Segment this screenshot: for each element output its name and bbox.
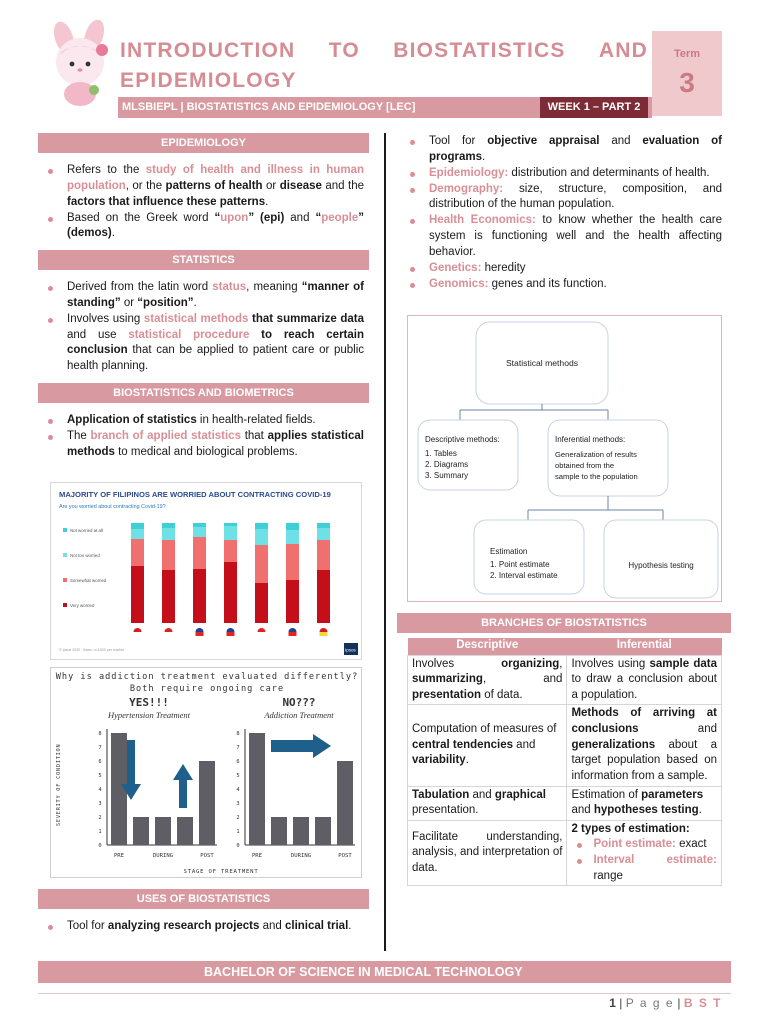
connector [528,496,663,520]
covid-bar-segment [224,562,237,623]
x-axis-label: STAGE OF TREATMENT [183,869,259,875]
covid-bar-segment [286,523,299,530]
severity-bar [293,817,309,845]
covid-bar-segment [317,570,330,623]
severity-bar [271,817,287,845]
y-tick-label: 2 [98,815,102,821]
list-item: Point estimate: exact [571,837,717,853]
uses-list-left [38,919,364,935]
legend-swatch [63,553,67,557]
legend-swatch [63,603,67,607]
term-box [652,31,722,116]
stage-label: POST [338,853,352,859]
list-item: Genomics: genes and its function. [400,277,722,293]
country-flag-icon [227,628,235,636]
table-cell: Estimation of parameters and hypotheses testing. [567,786,722,820]
footer-rule [38,993,731,994]
severity-bar [177,817,193,845]
estimation-types-list [571,837,717,884]
estimation-types-heading: 2 types of estimation: [571,822,690,835]
covid-bar-segment [224,526,237,540]
section-heading-uses: USES OF BIOSTATISTICS [38,889,369,909]
y-axis-label: SEVERITY OF CONDITION [56,743,62,826]
y-tick-label: 0 [236,843,240,849]
column-divider [384,133,386,951]
author-initials: B S T [683,996,722,1010]
covid-bar-segment [317,540,330,570]
addiction-subtitle: Both require ongoing care [129,684,285,694]
covid-bar-segment [286,580,299,623]
covid-bar-segment [255,545,268,583]
stage-label: DURING [290,853,312,859]
right-panel-heading: NO??? [282,696,316,709]
statistical-methods-diagram [407,315,722,602]
covid-title: MAJORITY OF FILIPINOS ARE WORRIED ABOUT CONTRACTING COVID-19 [59,490,331,499]
y-tick-label: 6 [236,759,240,765]
title-word: TO [328,39,360,62]
y-tick-label: 6 [98,759,102,765]
table-row [408,786,722,820]
covid-bar-segment [193,569,206,623]
country-flag-icon [165,628,173,636]
document-title [120,36,648,96]
table-cell: Facilitate understanding, analysis, and interpretation of data. [408,820,567,886]
hypertension-panel [98,729,217,859]
stage-label: PRE [251,853,263,859]
legend-label: Not too worried [70,553,100,558]
table-cell [567,820,722,886]
country-flag-icon [320,628,328,636]
y-tick-label: 2 [236,815,240,821]
week-label: WEEK 1 – PART 2 [540,97,648,118]
right-arrow-icon [271,734,331,758]
covid-bar-segment [131,529,144,539]
country-flag-icon [196,628,204,636]
severity-bar [133,817,149,845]
covid-bar-segment [162,528,175,540]
covid-footnote: © Ipsos 2020 · Base: n=1000 per market [59,648,124,652]
right-panel-subheading: Addiction Treatment [264,710,334,720]
legend-label: Not worried at all [70,528,103,533]
table-row [408,655,722,705]
severity-bar [337,761,353,845]
severity-bar [315,817,331,845]
ipsos-logo-text: Ipsos [345,647,356,653]
table-cell: Computation of measures of central tendencies and variability. [408,705,567,786]
y-tick-label: 3 [236,801,240,807]
course-bar: MLSBIEPL | BIOSTATISTICS AND EPIDEMIOLOGY [LEC] [118,97,652,118]
table-cell: Involves using sample data to draw a conclusion about a population. [567,655,722,705]
covid-bar-segment [224,523,237,526]
covid-bar-segment [317,528,330,540]
country-flag-icon [258,628,266,636]
list-item: Involves using statistical methods that summarize data and use statistical procedure to reach certain conclusion that can be applied to patient care or public health planning. [38,312,364,375]
root-label: Statistical methods [505,358,579,368]
connector [460,404,608,420]
term-number: 3 [679,67,695,99]
table-cell: Tabulation and graphical presentation. [408,786,567,820]
list-item: Health Economics: to know whether the health care system is functioning well and the health affecting behavior. [400,213,722,261]
y-tick-label: 7 [98,745,102,751]
table-cell: Involves organizing, summarizing, and presentation of data. [408,655,567,705]
covid-bar-segment [224,540,237,562]
hypothesis-label: Hypothesis testing [628,561,694,570]
descriptive-item: 1. Tables [425,449,457,458]
list-item: The branch of applied statistics that applies statistical methods to medical and biological problems. [38,429,364,461]
descriptive-item: 2. Diagrams [425,460,469,469]
column-header-descriptive: Descriptive [408,638,567,655]
title-word: AND [598,39,648,62]
covid-legend [63,528,107,608]
y-tick-label: 8 [98,731,102,737]
page-number: 1 | P a g e | B S T [609,996,722,1010]
legend-label: Somewhat worried [70,578,107,583]
covid-bar-segment [255,529,268,545]
table-row [408,705,722,786]
left-panel-heading: YES!!! [129,696,169,709]
page-number-value: 1 [609,996,616,1010]
covid-bar-segment [162,570,175,623]
covid-bar-segment [193,527,206,537]
table-header-row [408,638,722,655]
inferential-title: Inferential methods: [555,435,626,444]
addiction-treatment-infographic [50,667,362,878]
legend-label: Very worried [70,603,95,608]
flow-svg [408,316,723,603]
section-heading-epidemiology: EPIDEMIOLOGY [38,133,369,153]
list-item: Application of statistics in health-related fields. [38,413,364,429]
y-tick-label: 4 [98,787,102,793]
section-heading-biometrics: BIOSTATISTICS AND BIOMETRICS [38,383,369,403]
inferential-text: sample to the population [555,472,638,481]
table-cell: Methods of arriving at conclusions and generalizations about a target population based on information from a sample. [567,705,722,786]
y-tick-label: 7 [236,745,240,751]
title-line-2: EPIDEMIOLOGY [120,69,297,92]
covid-bar-segment [255,523,268,529]
y-tick-label: 1 [98,829,102,835]
estimation-item: 1. Point estimate [490,560,550,569]
branches-table [407,638,722,886]
list-item: Refers to the study of health and illness in human population, or the patterns of health or disease and the factors that influence these patterns. [38,163,364,211]
severity-bar [155,817,171,845]
epidemiology-list [38,163,364,242]
legend-swatch [63,578,67,582]
y-tick-label: 3 [98,801,102,807]
severity-bar [249,733,265,845]
bunny-mascot-icon [44,20,120,108]
up-arrow-icon [173,764,193,808]
covid-bar-segment [131,523,144,529]
covid-subtitle: Are you worried about contracting Covid-19? [59,504,166,510]
covid-bar-segment [162,523,175,528]
y-tick-label: 8 [236,731,240,737]
country-flag-icon [134,628,142,636]
program-footer-bar: BACHELOR OF SCIENCE IN MEDICAL TECHNOLOGY [38,961,731,983]
covid-bar-segment [286,544,299,580]
estimation-node [474,520,584,594]
stage-label: POST [200,853,214,859]
y-tick-label: 1 [236,829,240,835]
y-tick-label: 4 [236,787,240,793]
covid-bar-segment [193,537,206,569]
y-tick-label: 5 [98,773,102,779]
addiction-title: Why is addiction treatment evaluated differently? [55,672,359,682]
title-word: BIOSTATISTICS [393,39,566,62]
biometrics-list [38,413,364,461]
hypothesis-node [604,520,718,598]
list-item: Based on the Greek word “upon” (epi) and “people” (demos). [38,211,364,243]
list-item: Demography: size, structure, composition, and distribution of the human population. [400,182,722,214]
covid-bar-segment [162,540,175,570]
estimation-item: 2. Interval estimate [490,571,558,580]
addiction-panel [236,729,355,859]
inferential-text: Generalization of results [555,450,637,459]
estimation-title: Estimation [490,547,528,556]
covid-bar-segment [131,566,144,623]
stage-label: PRE [113,853,125,859]
y-tick-label: 5 [236,773,240,779]
covid-bar-segment [193,523,206,527]
table-row [408,820,722,886]
list-item: Derived from the latin word status, meaning “manner of standing” or “position”. [38,280,364,312]
list-item: Epidemiology: distribution and determinants of health. [400,166,722,182]
covid-bars [131,523,330,623]
list-item: Tool for analyzing research projects and clinical trial. [38,919,364,935]
statistics-list [38,280,364,375]
country-flags [134,628,328,636]
title-word: INTRODUCTION [120,39,296,62]
page-word: P a g e [625,996,675,1010]
section-heading-branches: BRANCHES OF BIOSTATISTICS [397,613,731,633]
stage-label: DURING [152,853,174,859]
column-header-inferential: Inferential [567,638,722,655]
list-item: Tool for objective appraisal and evaluation of programs. [400,134,722,166]
section-heading-statistics: STATISTICS [38,250,369,270]
uses-list-right [400,134,722,293]
covid-bar-segment [255,583,268,623]
addiction-chart-svg [51,668,363,879]
descriptive-title: Descriptive methods: [425,435,500,444]
inferential-text: obtained from the [555,461,615,470]
country-flag-icon [289,628,297,636]
list-item: Genetics: heredity [400,261,722,277]
descriptive-item: 3. Summary [425,471,469,480]
legend-swatch [63,528,67,532]
covid-bar-segment [131,539,144,566]
covid-chart-svg [51,483,363,661]
list-item: Interval estimate: range [571,853,717,884]
severity-bar [199,761,215,845]
covid-bar-segment [317,523,330,528]
y-tick-label: 0 [98,843,102,849]
left-panel-subheading: Hypertension Treatment [107,710,191,720]
covid-worry-infographic [50,482,362,660]
term-label: Term [673,48,701,60]
covid-bar-segment [286,530,299,544]
